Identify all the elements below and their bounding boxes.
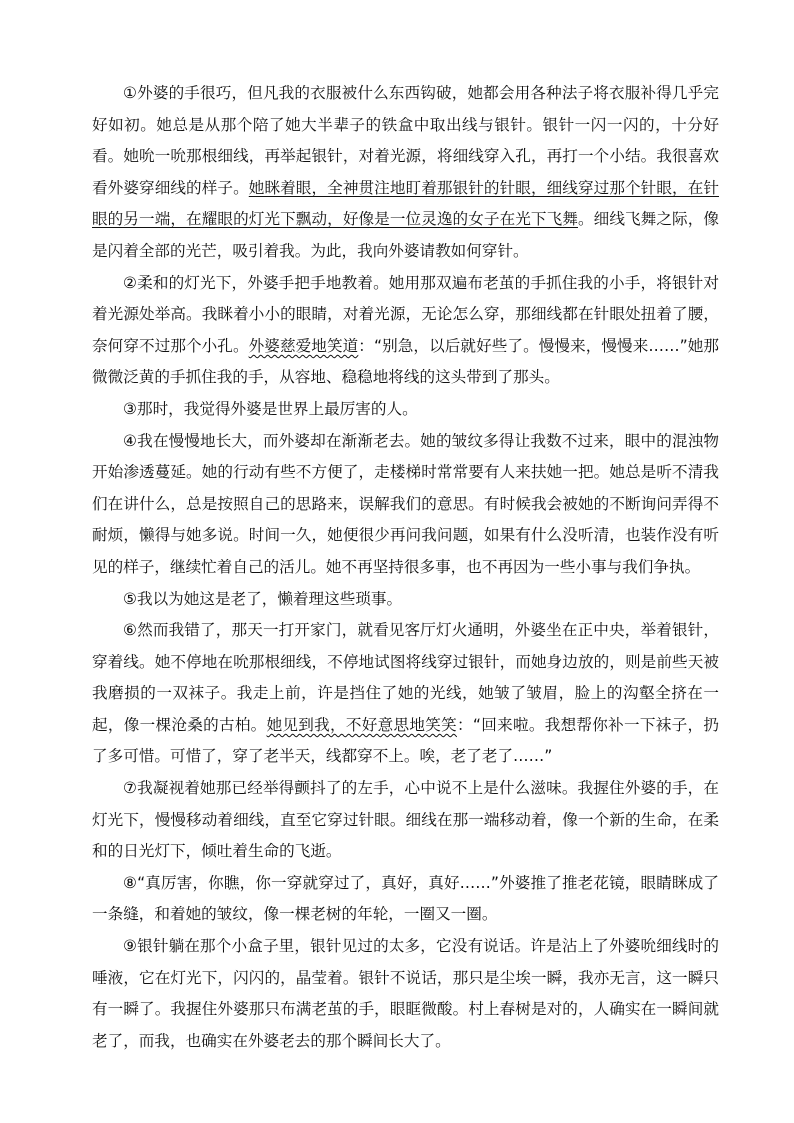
paragraph-6 [92, 615, 719, 773]
wavy-underlined-text: 她见到我，不好意思地笑笑 [266, 715, 457, 734]
underlined-text: 她眯着眼，全神贯注地盯着那银针的针眼，细线穿过那个针眼，在针眼的另一端，在耀眼的灯光下飘动，好像是一位灵逸的女子在光下飞舞 [92, 178, 719, 229]
text: ①外婆的手很巧，但凡我的衣服被什么东西钩破，她都会用各种法子将衣服补得几乎完好如初。她总是从那个陪了她大半辈子的铁盒中取出线与银针。银针一闪一闪的，十分好看。她吮一吮那根细线，再举起银针，对着光源，将细线穿入孔，再打一个小结。我很喜欢看外婆穿细线的样子。 [92, 84, 719, 197]
text: ④我在慢慢地长大，而外婆却在渐渐老去。她的皱纹多得让我数不过来，眼中的混浊物开始渗透蔓延。她的行动有些不方便了，走楼梯时常常要有人来扶她一把。她总是听不清我们在讲什么，总是按照自己的思路来，误解我们的意思。有时候我会被她的不断询问弄得不耐烦，懒得与她多说。时间一久，她便很少再问我问题，如果有什么没听清，也装作没有听见的样子，继续忙着自己的活儿。她不再坚持很多事，也不再因为一些小事与我们争执。 [92, 431, 719, 576]
paragraph-2 [92, 268, 719, 394]
text: ②柔和的灯光下，外婆手把手地教着。她用那双遍布老茧的手抓住我的小手，将银针对着光源处举高。我眯着小小的眼睛，对着光源，无论怎么穿，那细线都在针眼处扭着了腰，奈何穿不过那个小孔。 [92, 273, 719, 355]
paragraph-5 [92, 584, 719, 616]
text: 。细线飞舞之际，像是闪着全部的光芒，吸引着我。为此，我向外婆请教如何穿针。 [92, 210, 719, 260]
paragraph-9 [92, 931, 719, 1057]
paragraph-3 [92, 394, 719, 426]
document-body [92, 78, 719, 1057]
text: ：“回来啦。我想帮你补一下袜子，扔了多可惜。可惜了，穿了老半天，线都穿不上。唉，老了老了……” [92, 715, 719, 766]
paragraph-4 [92, 426, 719, 584]
text: ③那时，我觉得外婆是世界上最厉害的人。 [123, 399, 418, 418]
paragraph-8 [92, 868, 719, 931]
wavy-underlined-text: 外婆慈爱地笑道 [248, 336, 359, 355]
text: ⑨银针躺在那个小盒子里，银针见过的太多，它没有说话。许是沾上了外婆吮细线时的唾液，它在灯光下，闪闪的，晶莹着。银针不说话，那只是尘埃一瞬，我亦无言，这一瞬只有一瞬了。我握住外婆那只布满老茧的手，眼眶微酸。村上春树是对的，人确实在一瞬间就老了，而我，也确实在外婆老去的那个瞬间长大了。 [92, 937, 719, 1050]
paragraph-7 [92, 773, 719, 868]
text: ⑥然而我错了，那天一打开家门，就看见客厅灯火通明，外婆坐在正中央，举着银针，穿着线。她不停地在吮那根细线，不停地试图将线穿过银针，而她身边放的，则是前些天被我磨损的一双袜子。我走上前，许是挡住了她的光线，她皱了皱眉，脸上的沟壑全挤在一起，像一棵沧桑的古柏。 [92, 621, 719, 734]
text: ：“别急，以后就好些了。慢慢来，慢慢来……”她那微微泛黄的手抓住我的手，从容地、稳稳地将线的这头带到了那头。 [92, 336, 719, 387]
text: ⑤我以为她这是老了，懒着理这些琐事。 [123, 589, 403, 608]
paragraph-1 [92, 78, 719, 268]
text: ⑦我凝视着她那已经举得颤抖了的左手，心中说不上是什么滋味。我握住外婆的手，在灯光下，慢慢移动着细线，直至它穿过针眼。细线在那一端移动着，像一个新的生命，在柔和的日光灯下，倾吐着生命的飞逝。 [92, 779, 719, 861]
text: ⑧“真厉害，你瞧，你一穿就穿过了，真好，真好……”外婆推了推老花镜，眼睛眯成了一条缝，和着她的皱纹，像一棵老树的年轮，一圈又一圈。 [92, 873, 719, 924]
